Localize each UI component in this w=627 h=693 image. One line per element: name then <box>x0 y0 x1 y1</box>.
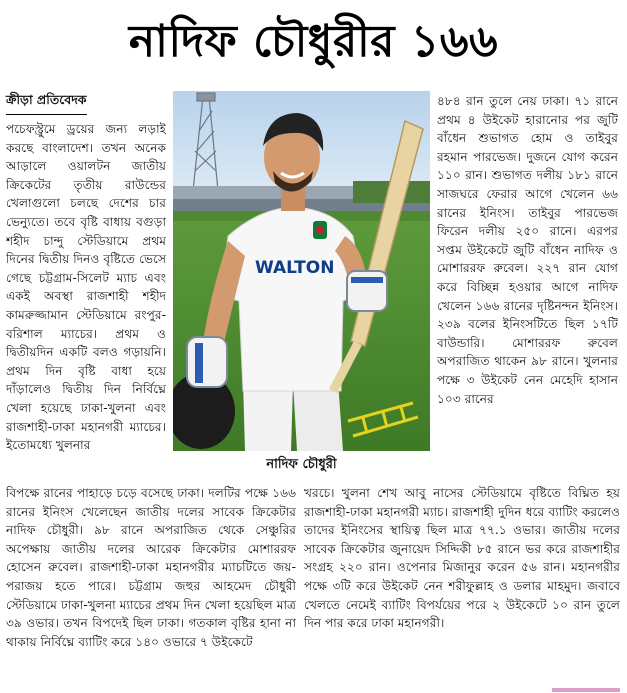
article-bottom-left <box>6 484 296 688</box>
headline: নাদিফ চৌধুরীর ১৬৬ <box>128 16 499 67</box>
page-corner-mark <box>552 688 620 692</box>
article-column-3 <box>437 92 618 484</box>
article-bottom-right <box>304 484 620 688</box>
photo-caption: নাদিফ চৌধুরী <box>266 457 337 472</box>
paragraph: খরচে। খুলনা শেখ আবু নাসের স্টেডিয়ামে বৃষ্টিতে বিঘ্নিত হয় রাজশাহী-ঢাকা মহানগরী ম্যাচ। রাজশাহী দুদিন ধরে ব্যাটিং করলেও তাদের ইনিংসের স্থায়িত্ব ছিল মাত্র ৭৭.১ ওভার। জাতীয় দলের সাবেক ক্রিকেটার জুনায়েদ সিদ্দিকী ৮৫ রানে ভর করে রাজশাহীর সংগ্রহ ২২০ রান। ওপেনার মিজানুর করেন ৫৬ রান। মহানগরীর পক্ষে ৩টি করে উইকেট নেন শরীফুল্লাহ ও ডলার মাহমুদ। জবাবে খেলতে নেমেই ব্যাটিং বিপর্যয়ের পরে ২ উইকেটে ১০ রান তুলে দিন পার করে ঢাকা মহানগরী। <box>304 486 620 631</box>
paragraph: পচেফস্ট্রুমে ড্রয়ের জন্য লড়াই করছে বাংলাদেশ। তখন অনেক আড়ালে ওয়ালটন জাতীয় ক্রিকেটের তৃতীয় রাউন্ডের খেলাগুলো চলছে দেশের চার ভেন্যুতে। তবে বৃষ্টি বাধায় বগুড়া শহীদ চান্দু স্টেডিয়ামে প্রথম দিনের দ্বিতীয় দিনও বৃষ্টিতে ভেসে গেছে চট্টগ্রাম-সিলেট ম্যাচ এবং একই অবস্থা রাজশাহী শহীদ কামরুজ্জামান স্টেডিয়ামে রংপুর-বরিশাল ম্যাচের। প্রথম ও দ্বিতীয়দিন একটি বলও গড়ায়নি। প্রথম দিন বৃষ্টি বাধা হয়ে দাঁড়ালেও দ্বিতীয় দিন নির্বিঘ্নে খেলা হয়েছে ঢাকা-খুলনা এবং রাজশাহী-ঢাকা মহানগরী ম্যাচের। ইতোমধ্যে খুলনার <box>6 122 166 453</box>
byline: ক্রীড়া প্রতিবেদক <box>6 92 87 115</box>
paragraph: ৪৮৪ রান তুলে নেয় ঢাকা। ৭১ রানে প্রথম ৪ উইকেট হারানোর পর জুটি বাঁধেন শুভাগত হোম ও তাইবুর রহমান পারভেজ। দুজনে যোগ করেন ১১০ রান। শুভাগত দলীয় ১৮১ রানে সাজঘরে ফেরার আগে খেলেন ৬৬ রানের ইনিংস। তাইবুর পারভেজ ফিরেন দলীয় ২৫০ রানে। এরপর সপ্তম উইকেটে জুটি বাঁধেন নাদিফ ও মোশাররফ রুবেল। ২২৭ রান যোগ করে বিচ্ছিন্ন হওয়ার আগে নাদিফ খেলেন ১৬৬ রানের দৃষ্টিনন্দন ইনিংস। ২৩৯ বলের ইনিংসটিতে ছিল ১৭টি বাউন্ডারি। মোশাররফ রুবেল অপরাজিত থাকেন ৯৮ রানে। খুলনার পক্ষে ৩ উইকেট নেন মেহেদি হাসান ১০৩ রানের <box>437 94 618 406</box>
jersey-sponsor: WALTON <box>255 258 335 278</box>
paragraph: বিপক্ষে রানের পাহাড়ে চড়ে বসেছে ঢাকা। দলটির পক্ষে ১৬৬ রানের ইনিংস খেলেছেন জাতীয় দলের সাবেক ক্রিকেটার নাদিফ চৌধুরী। ৯৮ রানে অপরাজিত থেকে সেঞ্চুরির অপেক্ষায় জাতীয় দলের আরেক ক্রিকেটার মোশাররফ হোসেন রুবেল। রাজশাহী-ঢাকা মহানগরীর ম্যাচটিতে জয়-পরাজয় হতে পারে। চট্টগ্রাম জহুর আহমেদ চৌধুরী স্টেডিয়ামে ঢাকা-খুলনা ম্যাচের প্রথম দিন খেলা হয়েছিল মাত্র ৩৯ ওভার। তখন বিপদেই ছিল ঢাকা। গতকাল বৃষ্টির হানা না থাকায় নির্বিঘ্নে ব্যাটিং করে ১৪০ ওভারে ৭ উইকেটে <box>6 486 296 649</box>
article-column-1 <box>6 120 166 480</box>
player-photo <box>173 91 430 451</box>
photo-illustration <box>173 91 430 451</box>
